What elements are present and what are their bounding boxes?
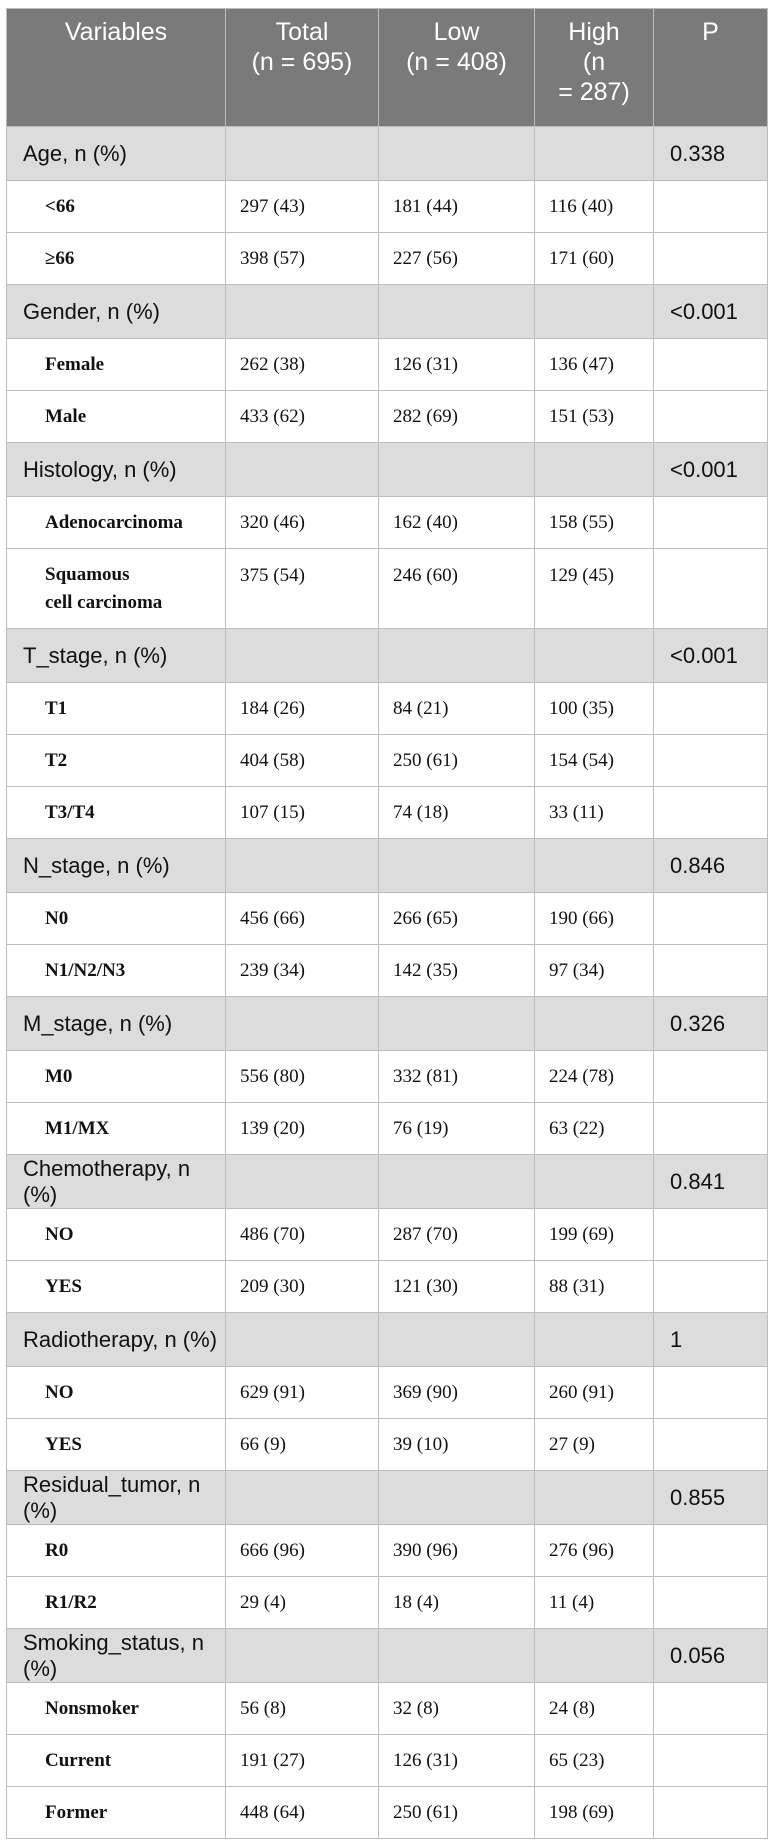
table-body bbox=[7, 127, 768, 1839]
cell-p-empty bbox=[654, 683, 768, 735]
row-label: Current bbox=[7, 1735, 226, 1787]
category-label: Gender, n (%) bbox=[7, 285, 226, 339]
cell-total-empty bbox=[226, 629, 379, 683]
cell-high: 171 (60) bbox=[535, 233, 654, 285]
row-label: Squamous cell carcinoma bbox=[7, 549, 226, 629]
cell-p-value: 0.338 bbox=[654, 127, 768, 181]
cell-p-empty bbox=[654, 233, 768, 285]
cell-low-empty bbox=[379, 1155, 535, 1209]
cell-p-empty bbox=[654, 1577, 768, 1629]
category-label: Age, n (%) bbox=[7, 127, 226, 181]
row-label: NO bbox=[7, 1367, 226, 1419]
cell-low: 84 (21) bbox=[379, 683, 535, 735]
cell-low: 39 (10) bbox=[379, 1419, 535, 1471]
cell-total: 375 (54) bbox=[226, 549, 379, 629]
cell-low-empty bbox=[379, 127, 535, 181]
category-row bbox=[7, 839, 768, 893]
row-label: N0 bbox=[7, 893, 226, 945]
row-label: YES bbox=[7, 1261, 226, 1313]
cell-low-empty bbox=[379, 1313, 535, 1367]
cell-low: 282 (69) bbox=[379, 391, 535, 443]
cell-low: 18 (4) bbox=[379, 1577, 535, 1629]
cell-total-empty bbox=[226, 839, 379, 893]
cell-low: 266 (65) bbox=[379, 893, 535, 945]
cell-low-empty bbox=[379, 629, 535, 683]
cell-total: 404 (58) bbox=[226, 735, 379, 787]
table-row bbox=[7, 1051, 768, 1103]
table-row bbox=[7, 497, 768, 549]
cell-total: 107 (15) bbox=[226, 787, 379, 839]
category-label: Smoking_status, n (%) bbox=[7, 1629, 226, 1683]
cell-total-empty bbox=[226, 1155, 379, 1209]
cell-high: 100 (35) bbox=[535, 683, 654, 735]
table-row bbox=[7, 735, 768, 787]
cell-high: 198 (69) bbox=[535, 1787, 654, 1839]
cell-total-empty bbox=[226, 997, 379, 1051]
cell-p-empty bbox=[654, 549, 768, 629]
cell-p-empty bbox=[654, 181, 768, 233]
cell-high: 116 (40) bbox=[535, 181, 654, 233]
cell-p-value: <0.001 bbox=[654, 285, 768, 339]
cell-low: 390 (96) bbox=[379, 1525, 535, 1577]
category-label: N_stage, n (%) bbox=[7, 839, 226, 893]
cell-low: 126 (31) bbox=[379, 339, 535, 391]
cell-p-empty bbox=[654, 1735, 768, 1787]
cell-total: 433 (62) bbox=[226, 391, 379, 443]
cell-p-empty bbox=[654, 787, 768, 839]
cell-p-empty bbox=[654, 1051, 768, 1103]
category-row bbox=[7, 127, 768, 181]
cell-total: 29 (4) bbox=[226, 1577, 379, 1629]
cell-total-empty bbox=[226, 285, 379, 339]
category-row bbox=[7, 443, 768, 497]
cell-total: 666 (96) bbox=[226, 1525, 379, 1577]
cell-high: 97 (34) bbox=[535, 945, 654, 997]
category-label: T_stage, n (%) bbox=[7, 629, 226, 683]
cell-high: 136 (47) bbox=[535, 339, 654, 391]
cell-p-empty bbox=[654, 1683, 768, 1735]
cell-p-value: <0.001 bbox=[654, 443, 768, 497]
cell-low: 227 (56) bbox=[379, 233, 535, 285]
category-label: Residual_tumor, n (%) bbox=[7, 1471, 226, 1525]
cell-high: 154 (54) bbox=[535, 735, 654, 787]
cell-total: 398 (57) bbox=[226, 233, 379, 285]
cell-low: 181 (44) bbox=[379, 181, 535, 233]
cell-low: 32 (8) bbox=[379, 1683, 535, 1735]
cell-low: 142 (35) bbox=[379, 945, 535, 997]
header-high: High (n = 287) bbox=[535, 9, 654, 127]
table-row bbox=[7, 787, 768, 839]
table-row bbox=[7, 1525, 768, 1577]
table-row bbox=[7, 339, 768, 391]
cell-p-empty bbox=[654, 497, 768, 549]
cell-total: 448 (64) bbox=[226, 1787, 379, 1839]
table-header bbox=[7, 9, 768, 127]
cell-high: 199 (69) bbox=[535, 1209, 654, 1261]
cell-high: 224 (78) bbox=[535, 1051, 654, 1103]
cell-high: 63 (22) bbox=[535, 1103, 654, 1155]
cell-low-empty bbox=[379, 443, 535, 497]
cell-high: 11 (4) bbox=[535, 1577, 654, 1629]
table-row bbox=[7, 391, 768, 443]
cell-total: 209 (30) bbox=[226, 1261, 379, 1313]
cell-total-empty bbox=[226, 1471, 379, 1525]
row-label: ≥66 bbox=[7, 233, 226, 285]
cell-p-empty bbox=[654, 1367, 768, 1419]
table-row bbox=[7, 1419, 768, 1471]
table-row bbox=[7, 1787, 768, 1839]
cell-p-value: 0.326 bbox=[654, 997, 768, 1051]
table-row bbox=[7, 1735, 768, 1787]
row-label: M1/MX bbox=[7, 1103, 226, 1155]
header-p: P bbox=[654, 9, 768, 127]
cell-p-empty bbox=[654, 893, 768, 945]
cell-low: 332 (81) bbox=[379, 1051, 535, 1103]
cell-p-empty bbox=[654, 1787, 768, 1839]
category-label: M_stage, n (%) bbox=[7, 997, 226, 1051]
row-label: Female bbox=[7, 339, 226, 391]
cell-high-empty bbox=[535, 1629, 654, 1683]
cell-total-empty bbox=[226, 1313, 379, 1367]
cell-high-empty bbox=[535, 1155, 654, 1209]
cell-high: 151 (53) bbox=[535, 391, 654, 443]
row-label: N1/N2/N3 bbox=[7, 945, 226, 997]
row-label: M0 bbox=[7, 1051, 226, 1103]
cell-total: 239 (34) bbox=[226, 945, 379, 997]
cell-high-empty bbox=[535, 1313, 654, 1367]
category-row bbox=[7, 1313, 768, 1367]
cell-low: 287 (70) bbox=[379, 1209, 535, 1261]
cell-p-value: 0.846 bbox=[654, 839, 768, 893]
cell-low-empty bbox=[379, 1471, 535, 1525]
row-label: Former bbox=[7, 1787, 226, 1839]
cell-total-empty bbox=[226, 1629, 379, 1683]
table-row bbox=[7, 181, 768, 233]
cell-p-value: 1 bbox=[654, 1313, 768, 1367]
cell-p-value: <0.001 bbox=[654, 629, 768, 683]
row-label: R0 bbox=[7, 1525, 226, 1577]
category-row bbox=[7, 629, 768, 683]
cell-low-empty bbox=[379, 839, 535, 893]
row-label: Adenocarcinoma bbox=[7, 497, 226, 549]
cell-high-empty bbox=[535, 839, 654, 893]
cell-high: 129 (45) bbox=[535, 549, 654, 629]
cell-low: 76 (19) bbox=[379, 1103, 535, 1155]
cell-high-empty bbox=[535, 1471, 654, 1525]
cell-p-empty bbox=[654, 1525, 768, 1577]
table-row bbox=[7, 233, 768, 285]
cell-high: 33 (11) bbox=[535, 787, 654, 839]
cell-high-empty bbox=[535, 629, 654, 683]
cell-low: 162 (40) bbox=[379, 497, 535, 549]
cell-total: 297 (43) bbox=[226, 181, 379, 233]
cell-low: 369 (90) bbox=[379, 1367, 535, 1419]
cell-total: 56 (8) bbox=[226, 1683, 379, 1735]
cell-low: 126 (31) bbox=[379, 1735, 535, 1787]
cell-p-value: 0.855 bbox=[654, 1471, 768, 1525]
row-label: YES bbox=[7, 1419, 226, 1471]
cell-low-empty bbox=[379, 997, 535, 1051]
table-row bbox=[7, 1683, 768, 1735]
table-row bbox=[7, 1103, 768, 1155]
cell-total: 184 (26) bbox=[226, 683, 379, 735]
table-row bbox=[7, 1577, 768, 1629]
characteristics-table bbox=[6, 8, 768, 1839]
cell-total: 486 (70) bbox=[226, 1209, 379, 1261]
cell-total: 191 (27) bbox=[226, 1735, 379, 1787]
table-row bbox=[7, 683, 768, 735]
row-label: T2 bbox=[7, 735, 226, 787]
category-row bbox=[7, 285, 768, 339]
cell-total: 66 (9) bbox=[226, 1419, 379, 1471]
cell-high: 24 (8) bbox=[535, 1683, 654, 1735]
category-label: Chemotherapy, n (%) bbox=[7, 1155, 226, 1209]
cell-total: 456 (66) bbox=[226, 893, 379, 945]
category-row bbox=[7, 1629, 768, 1683]
cell-high: 260 (91) bbox=[535, 1367, 654, 1419]
header-variables: Variables bbox=[7, 9, 226, 127]
cell-high-empty bbox=[535, 285, 654, 339]
cell-low: 250 (61) bbox=[379, 735, 535, 787]
cell-low: 74 (18) bbox=[379, 787, 535, 839]
row-label: T1 bbox=[7, 683, 226, 735]
table-row bbox=[7, 1367, 768, 1419]
cell-p-empty bbox=[654, 391, 768, 443]
category-label: Radiotherapy, n (%) bbox=[7, 1313, 226, 1367]
table-row bbox=[7, 893, 768, 945]
cell-total: 139 (20) bbox=[226, 1103, 379, 1155]
cell-total: 629 (91) bbox=[226, 1367, 379, 1419]
row-label: NO bbox=[7, 1209, 226, 1261]
cell-p-empty bbox=[654, 945, 768, 997]
cell-high-empty bbox=[535, 997, 654, 1051]
cell-total: 320 (46) bbox=[226, 497, 379, 549]
cell-p-empty bbox=[654, 339, 768, 391]
row-label: R1/R2 bbox=[7, 1577, 226, 1629]
cell-high: 88 (31) bbox=[535, 1261, 654, 1313]
cell-total: 556 (80) bbox=[226, 1051, 379, 1103]
cell-high: 190 (66) bbox=[535, 893, 654, 945]
category-row bbox=[7, 997, 768, 1051]
cell-total-empty bbox=[226, 443, 379, 497]
cell-p-empty bbox=[654, 1419, 768, 1471]
cell-p-empty bbox=[654, 1209, 768, 1261]
category-row bbox=[7, 1155, 768, 1209]
header-row bbox=[7, 9, 768, 127]
cell-high-empty bbox=[535, 127, 654, 181]
row-label: <66 bbox=[7, 181, 226, 233]
cell-low: 246 (60) bbox=[379, 549, 535, 629]
row-label: Male bbox=[7, 391, 226, 443]
cell-p-empty bbox=[654, 1261, 768, 1313]
cell-low: 250 (61) bbox=[379, 1787, 535, 1839]
cell-high: 65 (23) bbox=[535, 1735, 654, 1787]
cell-high: 276 (96) bbox=[535, 1525, 654, 1577]
cell-total: 262 (38) bbox=[226, 339, 379, 391]
cell-low-empty bbox=[379, 285, 535, 339]
table-row bbox=[7, 549, 768, 629]
cell-p-value: 0.056 bbox=[654, 1629, 768, 1683]
row-label: T3/T4 bbox=[7, 787, 226, 839]
cell-high-empty bbox=[535, 443, 654, 497]
cell-high: 158 (55) bbox=[535, 497, 654, 549]
cell-p-value: 0.841 bbox=[654, 1155, 768, 1209]
table-row bbox=[7, 1209, 768, 1261]
category-label: Histology, n (%) bbox=[7, 443, 226, 497]
table-row bbox=[7, 1261, 768, 1313]
row-label: Nonsmoker bbox=[7, 1683, 226, 1735]
category-row bbox=[7, 1471, 768, 1525]
cell-p-empty bbox=[654, 735, 768, 787]
table-row bbox=[7, 945, 768, 997]
cell-low-empty bbox=[379, 1629, 535, 1683]
cell-low: 121 (30) bbox=[379, 1261, 535, 1313]
cell-high: 27 (9) bbox=[535, 1419, 654, 1471]
table-container bbox=[6, 8, 767, 1839]
cell-p-empty bbox=[654, 1103, 768, 1155]
cell-total-empty bbox=[226, 127, 379, 181]
header-low: Low (n = 408) bbox=[379, 9, 535, 127]
header-total: Total (n = 695) bbox=[226, 9, 379, 127]
